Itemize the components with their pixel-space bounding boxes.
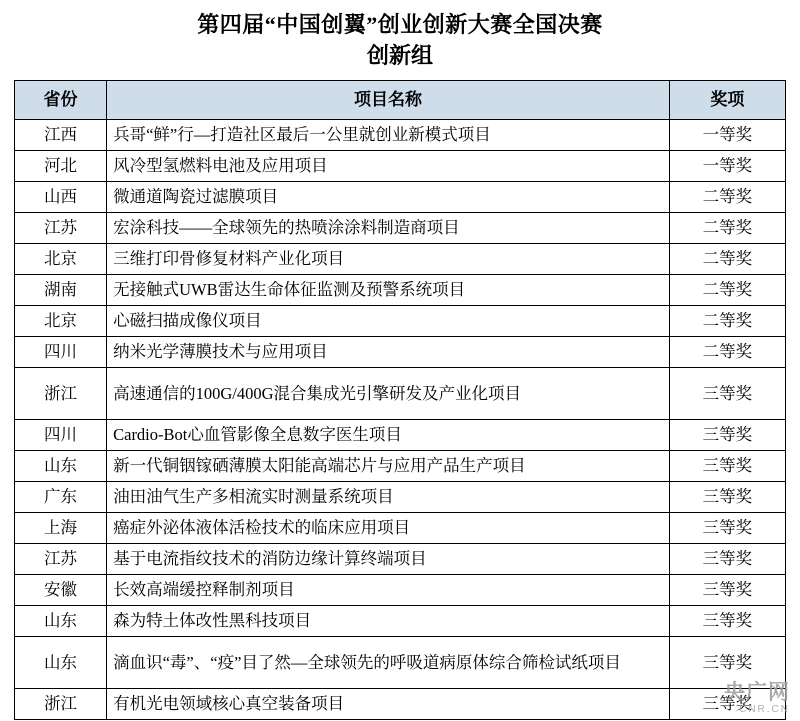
table-row	[15, 544, 786, 575]
table-row	[15, 637, 786, 689]
cell-province: 山东	[15, 451, 107, 482]
cell-province: 广东	[15, 482, 107, 513]
cell-project: 无接触式UWB雷达生命体征监测及预警系统项目	[107, 275, 670, 306]
cell-award: 三等奖	[669, 513, 785, 544]
cell-award: 三等奖	[669, 689, 785, 720]
cell-province: 北京	[15, 244, 107, 275]
table-row	[15, 244, 786, 275]
table-row	[15, 689, 786, 720]
cell-project: 油田油气生产多相流实时测量系统项目	[107, 482, 670, 513]
cell-project: 风冷型氢燃料电池及应用项目	[107, 151, 670, 182]
cell-province: 浙江	[15, 689, 107, 720]
cell-award: 三等奖	[669, 451, 785, 482]
cell-province: 江西	[15, 120, 107, 151]
cell-award: 二等奖	[669, 182, 785, 213]
cell-award: 三等奖	[669, 637, 785, 689]
title-line-2: 创新组	[366, 43, 433, 68]
cell-project: 宏涂科技——全球领先的热喷涂涂料制造商项目	[107, 213, 670, 244]
cell-province: 北京	[15, 306, 107, 337]
cell-province: 山东	[15, 637, 107, 689]
cell-award: 二等奖	[669, 213, 785, 244]
cell-province: 安徽	[15, 575, 107, 606]
cell-province: 江苏	[15, 213, 107, 244]
cell-project: 滴血识“毒”、“疫”目了然—全球领先的呼吸道病原体综合筛检试纸项目	[107, 637, 670, 689]
cell-award: 三等奖	[669, 606, 785, 637]
cell-project: 兵哥“鲜”行—打造社区最后一公里就创业新模式项目	[107, 120, 670, 151]
cell-award: 三等奖	[669, 482, 785, 513]
column-header-province: 省份	[15, 81, 107, 120]
cell-project: 基于电流指纹技术的消防边缘计算终端项目	[107, 544, 670, 575]
cell-award: 二等奖	[669, 275, 785, 306]
cell-award: 三等奖	[669, 420, 785, 451]
cell-province: 浙江	[15, 368, 107, 420]
cell-province: 湖南	[15, 275, 107, 306]
award-table	[14, 80, 786, 720]
cell-project: 心磁扫描成像仪项目	[107, 306, 670, 337]
table-row	[15, 182, 786, 213]
cell-award: 二等奖	[669, 306, 785, 337]
cell-award: 三等奖	[669, 544, 785, 575]
cell-province: 山西	[15, 182, 107, 213]
table-row	[15, 151, 786, 182]
cell-award: 一等奖	[669, 120, 785, 151]
table-row	[15, 513, 786, 544]
cell-province: 上海	[15, 513, 107, 544]
watermark-sub-text: CNR.CN	[739, 704, 790, 715]
table-row	[15, 337, 786, 368]
table-row	[15, 368, 786, 420]
table-header-row	[15, 81, 786, 120]
table-row	[15, 482, 786, 513]
table-row	[15, 213, 786, 244]
cell-project: 长效高端缓控释制剂项目	[107, 575, 670, 606]
watermark-main-text: 央广网	[724, 681, 790, 704]
table-row	[15, 606, 786, 637]
cell-project: 纳米光学薄膜技术与应用项目	[107, 337, 670, 368]
cell-project: 微通道陶瓷过滤膜项目	[107, 182, 670, 213]
cell-project: 森为特土体改性黑科技项目	[107, 606, 670, 637]
column-header-project: 项目名称	[107, 81, 670, 120]
cell-award: 二等奖	[669, 244, 785, 275]
document-title	[0, 0, 800, 72]
table-row	[15, 306, 786, 337]
cell-award: 三等奖	[669, 368, 785, 420]
cell-province: 四川	[15, 337, 107, 368]
cell-project: 癌症外泌体液体活检技术的临床应用项目	[107, 513, 670, 544]
cell-province: 四川	[15, 420, 107, 451]
cell-project: 三维打印骨修复材料产业化项目	[107, 244, 670, 275]
cell-province: 河北	[15, 151, 107, 182]
table-row	[15, 120, 786, 151]
cell-award: 二等奖	[669, 337, 785, 368]
cell-project: Cardio-Bot心血管影像全息数字医生项目	[107, 420, 670, 451]
table-row	[15, 420, 786, 451]
cell-province: 江苏	[15, 544, 107, 575]
cell-project: 新一代铜铟镓硒薄膜太阳能高端芯片与应用产品生产项目	[107, 451, 670, 482]
table-row	[15, 275, 786, 306]
table-row	[15, 575, 786, 606]
cell-project: 有机光电领域核心真空装备项目	[107, 689, 670, 720]
column-header-award: 奖项	[669, 81, 785, 120]
title-line-1: 第四届“中国创翼”创业创新大赛全国决赛	[197, 12, 603, 37]
cell-award: 一等奖	[669, 151, 785, 182]
cell-award: 三等奖	[669, 575, 785, 606]
table-row	[15, 451, 786, 482]
table-body	[15, 120, 786, 720]
cell-project: 高速通信的100G/400G混合集成光引擎研发及产业化项目	[107, 368, 670, 420]
cell-province: 山东	[15, 606, 107, 637]
